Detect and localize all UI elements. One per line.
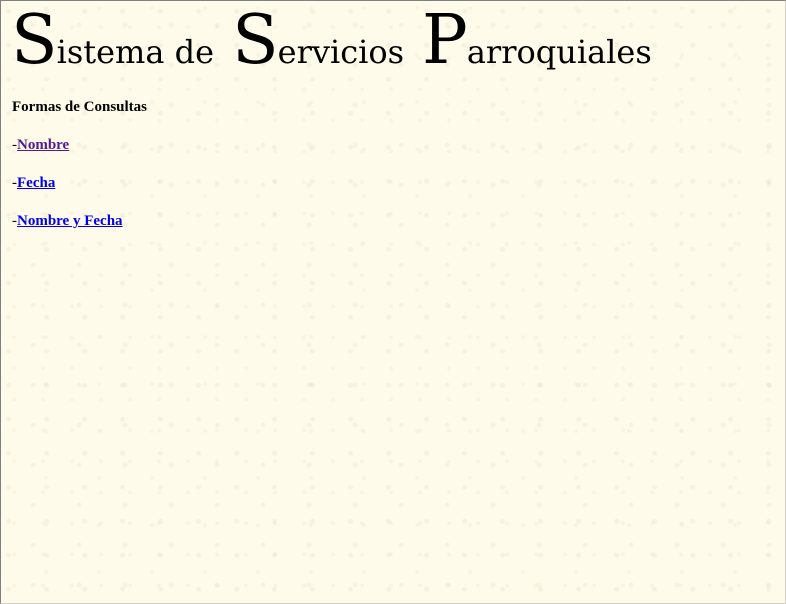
option-nombre [12,136,147,154]
option-prefix: - [12,213,17,229]
option-nombre-y-fecha [12,212,147,230]
option-prefix: - [12,175,17,191]
title-initial-s2: S [232,1,278,80]
title-initial-p: P [422,1,467,80]
title-word-servicios: ervicios [277,33,405,71]
page-title [11,1,652,80]
section-heading: Formas de Consultas [12,99,148,115]
title-word-parroquiales: arroquiales [466,33,652,71]
option-fecha [12,174,147,192]
link-nombre-y-fecha[interactable]: Nombre y Fecha [17,213,123,229]
link-fecha[interactable]: Fecha [17,175,56,191]
title-initial-s1: S [11,1,57,80]
option-prefix: - [12,137,17,153]
title-word-sistema: istema de [56,33,215,71]
link-nombre[interactable]: Nombre [17,137,70,153]
query-options-section [12,98,147,250]
